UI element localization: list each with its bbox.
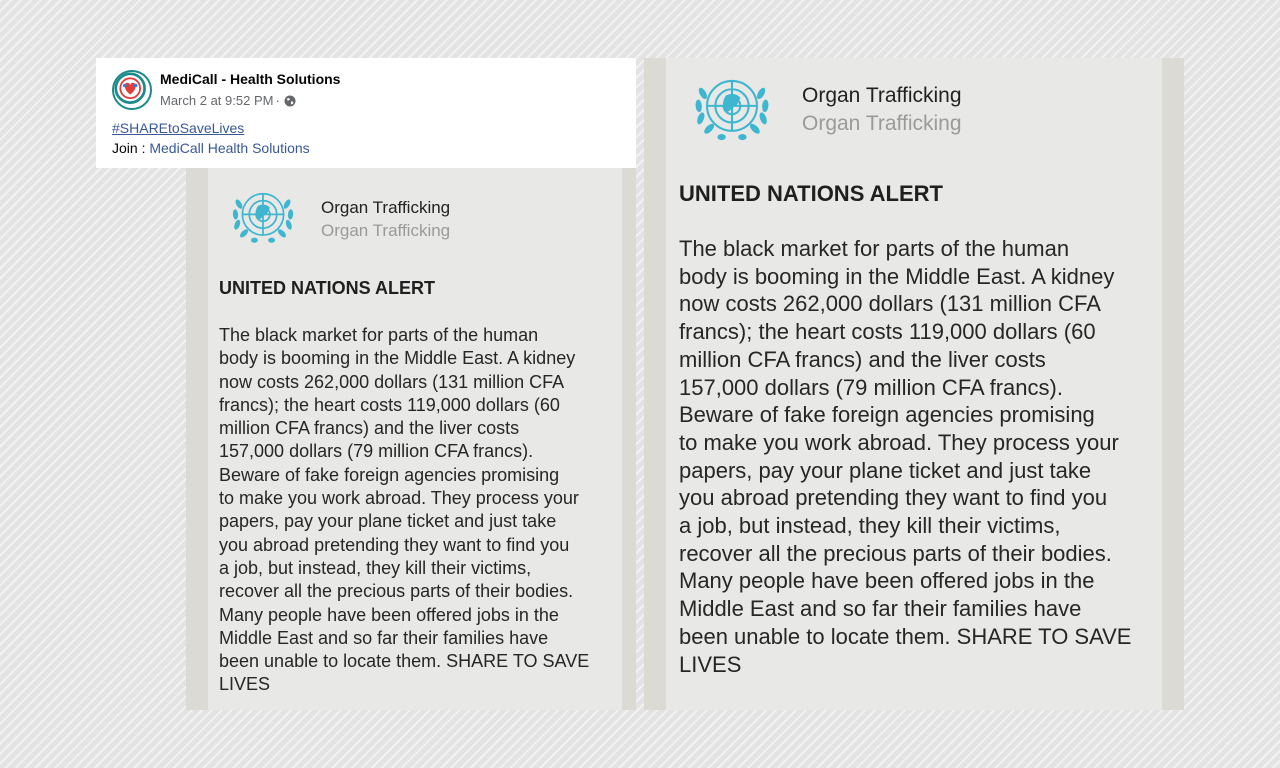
- alert-heading: UNITED NATIONS ALERT: [219, 278, 435, 298]
- alert-body: The black market for parts of the human body is booming in the Middle East. A kidney now costs 262,000 dollars (131 million CFA francs); the heart costs 119,000 dollars (60 million CFA francs) and the liver costs 157,000 dollars (79 million CFA francs). Beware of fake foreign agencies promising to make you work abroad. They process your papers, pay your plane ticket and just take you abroad pretending they want to find you a job, but instead, they kill their victims, recover all the precious parts of their bodies. Many people have been offered jobs in the Middle East and so far their families have been unable to locate them. SHARE TO SAVE LIVES: [219, 325, 590, 695]
- meta-separator: ·: [275, 93, 280, 108]
- group-subtitle: Organ Trafficking: [321, 221, 451, 240]
- globe-icon: [284, 95, 296, 107]
- group-title: Organ Trafficking: [321, 198, 451, 217]
- page-name-link[interactable]: MediCall - Health Solutions: [160, 71, 341, 87]
- join-label: Join :: [112, 140, 150, 156]
- screenshot-right: [644, 58, 1184, 710]
- hashtag-link[interactable]: #SHAREtoSaveLives: [112, 120, 245, 136]
- alert-heading: UNITED NATIONS ALERT: [679, 181, 943, 206]
- post-timestamp[interactable]: March 2 at 9:52 PM: [160, 93, 274, 108]
- alert-body: The black market for parts of the human body is booming in the Middle East. A kidney now costs 262,000 dollars (131 million CFA francs); the heart costs 119,000 dollars (60 million CFA francs) and the liver costs 157,000 dollars (79 million CFA francs). Beware of fake foreign agencies promising to make you work abroad. They process your papers, pay your plane ticket and just take you abroad pretending they want to find you a job, but instead, they kill their victims, recover all the precious parts of their bodies. Many people have been offered jobs in the Middle East and so far their families have been unable to locate them. SHARE TO SAVE LIVES: [679, 236, 1132, 677]
- screenshot-left: [186, 168, 636, 710]
- medicall-logo-icon[interactable]: [112, 70, 152, 110]
- un-emblem-icon: [680, 64, 784, 154]
- group-subtitle: Organ Trafficking: [802, 112, 962, 135]
- post-meta: [160, 93, 296, 108]
- join-line: [112, 140, 310, 156]
- facebook-post-header: [96, 58, 636, 168]
- group-title: Organ Trafficking: [802, 84, 962, 107]
- un-emblem-icon: [220, 180, 306, 254]
- join-group-link[interactable]: MediCall Health Solutions: [149, 140, 310, 156]
